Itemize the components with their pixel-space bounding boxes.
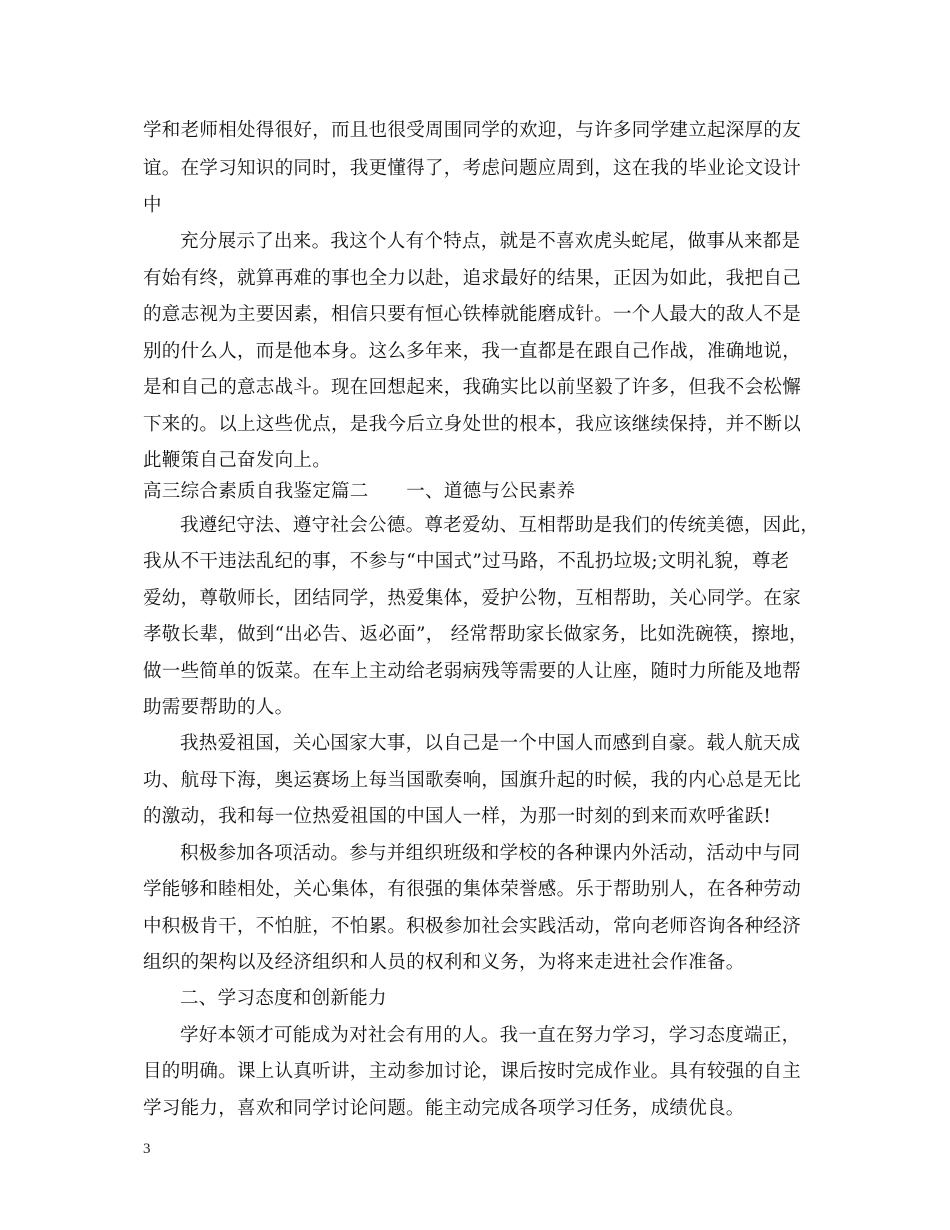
section-heading: 高三综合素质自我鉴定篇二 一、道德与公民素养 — [143, 481, 576, 502]
text-line: 学和老师相处得很好，而且也很受周围同学的欢迎，与许多同学建立起深厚的友 — [143, 120, 802, 141]
text-line: 助需要帮助的人。 — [143, 697, 294, 718]
text-line: 我热爱祖国，关心国家大事，以自己是一个中国人而感到自豪。载人航天成 — [180, 733, 801, 754]
text-line: 我遵纪守法、遵守社会公德。尊老爱幼、互相帮助是我们的传统美德，因此， — [180, 515, 820, 536]
section-heading: 二、学习态度和创新能力 — [180, 988, 387, 1009]
text-line: 学习能力，喜欢和同学讨论问题。能主动完成各项学习任务，成绩优良。 — [143, 1098, 745, 1119]
text-line: 中 — [143, 195, 162, 216]
text-line: 学好本领才可能成为对社会有用的人。我一直在努力学习，学习态度端正， — [180, 1025, 801, 1046]
text-line: 此鞭策自己奋发向上。 — [143, 450, 332, 471]
text-line: 别的什么人，而是他本身。这么多年来，我一直都是在跟自己作战，准确地说， — [143, 341, 802, 362]
text-line: 下来的。以上这些优点，是我今后立身处世的根本，我应该继续保持，并不断以 — [143, 414, 802, 435]
page-number: 3 — [143, 1141, 151, 1157]
text-line: 做一些简单的饭菜。在车上主动给老弱病残等需要的人让座，随时力所能及地帮 — [143, 661, 802, 682]
text-line: 积极参加各项活动。参与并组织班级和学校的各种课内外活动，活动中与同 — [180, 843, 801, 864]
text-line: 的激动，我和每一位热爱祖国的中国人一样，为那一时刻的到来而欢呼雀跃! — [143, 806, 772, 827]
text-line: 目的明确。课上认真听讲，主动参加讨论，课后按时完成作业。具有较强的自主 — [143, 1061, 802, 1082]
text-line: 功、航母下海，奥运赛场上每当国歌奏响，国旗升起的时候，我的内心总是无比 — [143, 770, 802, 791]
text-line: 我从不干违法乱纪的事，不参与“中国式”过马路，不乱扔垃圾;文明礼貌，尊老 — [143, 551, 790, 572]
text-line: 孝敬长辈，做到“出必告、返必面”， 经常帮助家长做家务，比如洗碗筷，擦地， — [143, 624, 808, 645]
text-line: 中积极肯干，不怕脏，不怕累。积极参加社会实践活动，常向老师咨询各种经济 — [143, 916, 802, 937]
text-line: 的意志视为主要因素，相信只要有恒心铁棒就能磨成针。一个人最大的敌人不是 — [143, 304, 802, 325]
text-line: 学能够和睦相处，关心集体，有很强的集体荣誉感。乐于帮助别人，在各种劳动 — [143, 879, 802, 900]
text-line: 组织的架构以及经济组织和人员的权利和义务，为将来走进社会作准备。 — [143, 952, 745, 973]
text-line: 有始有终，就算再难的事也全力以赴，追求最好的结果，正因为如此，我把自己 — [143, 268, 802, 289]
text-line: 充分展示了出来。我这个人有个特点，就是不喜欢虎头蛇尾，做事从来都是 — [180, 231, 801, 252]
text-line: 谊。在学习知识的同时，我更懂得了，考虑问题应周到，这在我的毕业论文设计 — [143, 158, 802, 179]
text-line: 爱幼，尊敬师长，团结同学，热爱集体，爱护公物，互相帮助，关心同学。在家 — [143, 588, 802, 609]
text-line: 是和自己的意志战斗。现在回想起来，我确实比以前坚毅了许多，但我不会松懈 — [143, 377, 802, 398]
